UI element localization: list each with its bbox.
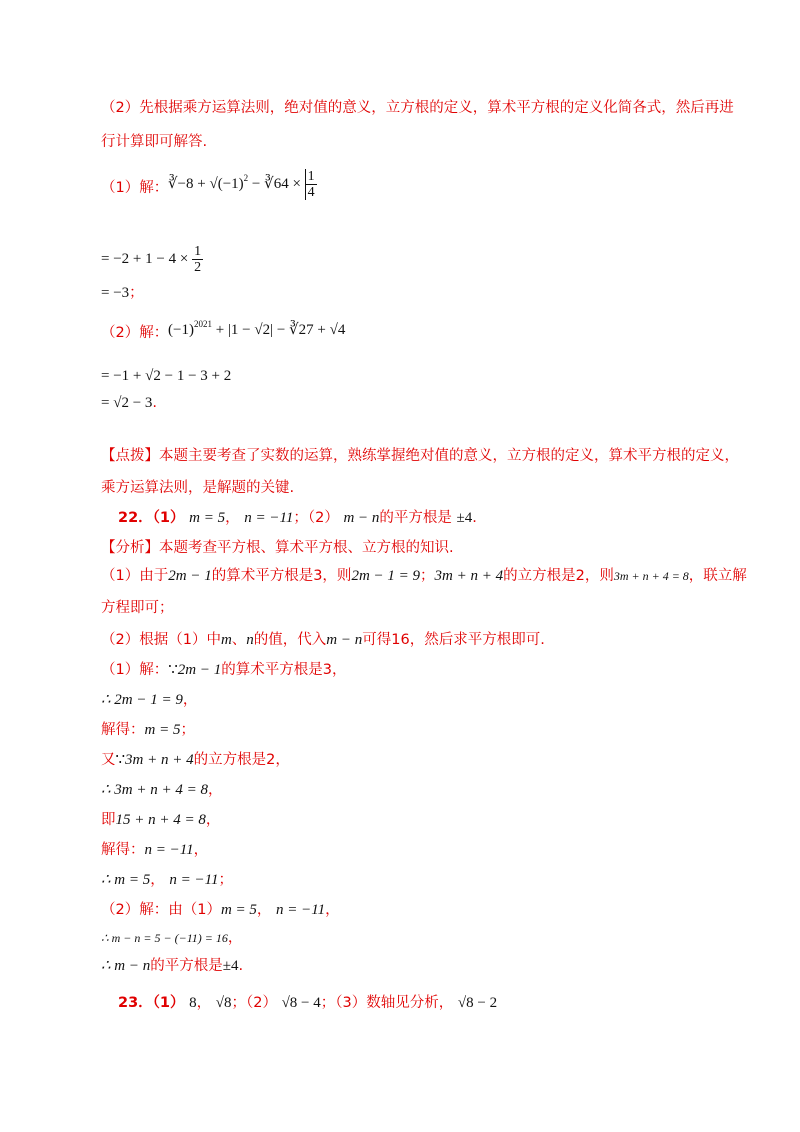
q22-answer: 22．（1） m = 5， n = −11；（2） m − n的平方根是 ±4. — [118, 510, 477, 526]
q22-sol1-line1: （1）解：∵2m − 1的算术平方根是3， — [101, 662, 347, 678]
q22-sol1-line2: ∴ 2m − 1 = 9， — [101, 692, 198, 708]
tip-line2: 乘方运算法则，是解题的关键. — [101, 480, 295, 496]
solution2-step2: = √2 − 3. — [101, 395, 158, 411]
hint-part2-line2: 行计算即可解答. — [101, 134, 208, 150]
q22-sol1-line7: 解得：n = −11， — [101, 842, 209, 858]
solution1-step1: = −2 + 1 − 4 × $\frac{1}{2}$ — [101, 244, 202, 275]
q23-answer: 23．（1） 8， √8；（2） √8 − 4；（3）数轴见分析， √8 − 2 — [118, 995, 498, 1011]
q22-sol2-line1: （2）解：由（1）m = 5， n = −11， — [101, 902, 340, 918]
analysis-point1-line2: 方程即可； — [101, 600, 174, 616]
solution1-label: （1）解： — [101, 180, 169, 196]
solution2-label: （2）解： — [101, 325, 169, 341]
analysis-heading: 【分析】本题考查平方根、算术平方根、立方根的知识. — [101, 540, 454, 556]
q22-sol2-line2: ∴ m − n = 5 − (−11) = 16， — [101, 930, 243, 946]
q22-sol1-line3: 解得：m = 5； — [101, 722, 195, 738]
analysis-point1-line1: （1）由于2m − 1的算术平方根是3，则2m − 1 = 9；3m + n + 4的立方根是2，则3m + n + 4 = 8，联立解 — [101, 568, 747, 584]
q22-sol1-line8: ∴ m = 5， n = −11； — [101, 872, 233, 888]
analysis-point2: （2）根据（1）中m、n的值，代入m − n可得16，然后求平方根即可. — [101, 632, 545, 648]
solution2-expression: $(-1)^{2021} + |1 - √2|$ − ∛27 + √4 — [168, 319, 346, 338]
q22-sol1-line5: ∴ 3m + n + 4 = 8， — [101, 782, 223, 798]
solution1-step2: = −3； — [101, 285, 144, 301]
solution2-step1: = −1 + √2 − 1 − 3 + 2 — [101, 368, 232, 384]
q22-sol2-line3: ∴ m − n的平方根是±4. — [101, 958, 244, 974]
q22-sol1-line4: 又∵3m + n + 4的立方根是2， — [101, 752, 290, 768]
q22-sol1-line6: 即15 + n + 4 = 8， — [101, 812, 221, 828]
tip-line1: 【点拨】本题主要考查了实数的运算，熟练掌握绝对值的意义，立方根的定义，算术平方根的定义， — [101, 448, 739, 464]
hint-part2-line1: （2）先根据乘方运算法则，绝对值的意义，立方根的定义，算术平方根的定义化简各式，然后再进 — [101, 100, 734, 116]
solution1-expression: ∛−8 + $√(-1)^2$ − ∛64 × $\frac{1}{4}$ — [168, 169, 315, 201]
